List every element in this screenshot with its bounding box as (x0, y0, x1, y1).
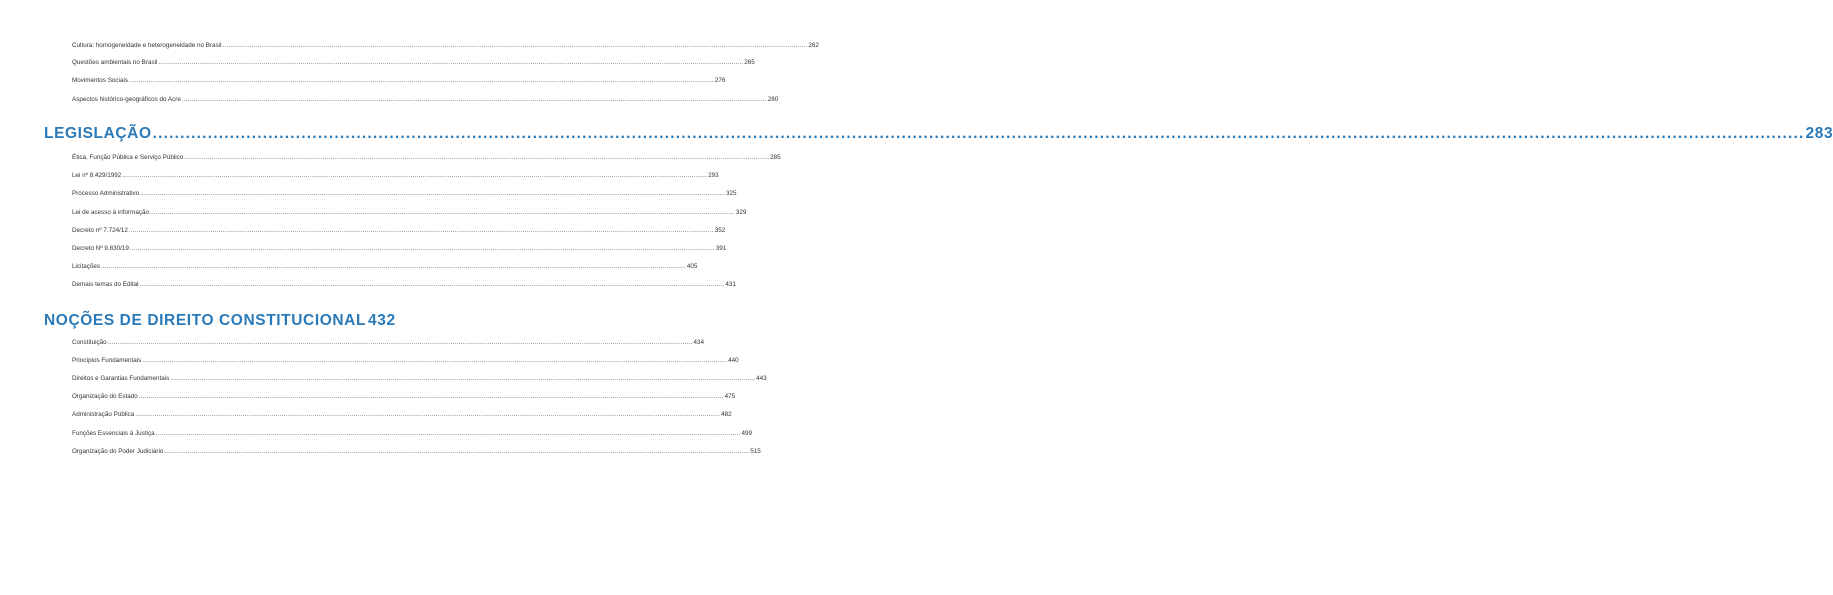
toc-entry-title: Organização do Poder Judiciário (72, 448, 164, 455)
section-heading-title: NOÇÕES DE DIREITO CONSTITUCIONAL (44, 312, 367, 329)
toc-entry[interactable] (72, 410, 732, 419)
toc-entry-title: Funções Essenciais à Justiça (72, 430, 155, 437)
toc-entry[interactable] (72, 244, 727, 253)
toc-entry-title: Decreto nº 7.724/12 (72, 227, 128, 234)
toc-entry-page: 280 (767, 96, 779, 103)
toc-entry-title: Decreto Nº 9.830/19 (72, 245, 129, 252)
dot-leader (156, 429, 741, 438)
toc-entry-page: 293 (708, 172, 719, 179)
dot-leader (158, 58, 743, 67)
toc-entry[interactable] (72, 95, 779, 104)
dot-leader (140, 189, 725, 198)
section-heading-legislacao[interactable] (44, 124, 1833, 144)
toc-entry-page: 405 (686, 263, 698, 270)
toc-entry-title: Questões ambientais no Brasil (72, 59, 158, 66)
dot-leader (101, 262, 686, 271)
toc-entry[interactable] (72, 447, 761, 456)
dot-leader (122, 171, 707, 180)
dot-leader (135, 410, 720, 419)
section-heading-page: 283 (1805, 125, 1833, 142)
dot-leader (140, 280, 725, 289)
toc-entry[interactable] (72, 429, 752, 438)
toc-entry-page: 499 (741, 430, 752, 437)
toc-entry-page: 443 (756, 375, 767, 382)
toc-entry[interactable] (72, 262, 698, 271)
dot-leader (150, 208, 735, 217)
toc-entry-title: Administração Pública (72, 411, 135, 418)
toc-entry-page: 515 (750, 448, 761, 455)
toc-entry-page: 262 (808, 42, 819, 49)
toc-entry[interactable] (72, 208, 747, 217)
toc-entry[interactable] (72, 76, 726, 85)
toc-entry[interactable] (72, 58, 755, 67)
toc-entry-title: Cultura: homogeneidade e heterogeneidade no Brasil (72, 42, 222, 49)
section-heading-title: LEGISLAÇÃO (44, 125, 152, 142)
dot-leader (129, 226, 714, 235)
dot-leader (108, 338, 693, 347)
dot-leader (164, 447, 749, 456)
section-heading-direito-constitucional[interactable] (44, 311, 396, 331)
toc-entry-title: Movimentos Sociais (72, 77, 128, 84)
toc-entry-page: 475 (724, 393, 736, 400)
dot-leader (153, 124, 1805, 144)
toc-entry-page: 329 (735, 209, 747, 216)
toc-entry-page: 325 (726, 190, 737, 197)
toc-entry-page: 391 (715, 245, 727, 252)
toc-entry[interactable] (72, 374, 767, 383)
toc-entry-page: 285 (770, 154, 781, 161)
toc-entry-title: Demais temas do Edital (72, 281, 139, 288)
toc-entry[interactable] (72, 226, 726, 235)
toc-entry[interactable] (72, 356, 739, 365)
dot-leader (139, 392, 724, 401)
toc-entry-page: 276 (714, 77, 726, 84)
toc-entry-title: Direitos e Garantias Fundamentais (72, 375, 170, 382)
toc-entry-title: Aspectos histórico-geográficos do Acre (72, 96, 181, 103)
toc-entry-title: Constituição (72, 339, 107, 346)
toc-entry-page: 265 (744, 59, 755, 66)
toc-entry[interactable] (72, 171, 719, 180)
dot-leader (182, 95, 767, 104)
toc-entry[interactable] (72, 280, 736, 289)
toc-entry[interactable] (72, 392, 736, 401)
toc-entry-title: Lei de acesso à informação (72, 209, 150, 216)
toc-entry[interactable] (72, 153, 781, 162)
toc-entry-page: 440 (728, 357, 739, 364)
dot-leader (170, 374, 755, 383)
toc-entry-page: 352 (714, 227, 726, 234)
toc-entry-title: Ética, Função Pública e Serviço Público (72, 154, 184, 161)
toc-entry-page: 434 (693, 339, 705, 346)
toc-entry[interactable] (72, 338, 705, 347)
dot-leader (222, 41, 807, 50)
toc-entry-page: 431 (725, 281, 736, 288)
toc-entry-title: Princípios Fundamentais (72, 357, 142, 364)
toc-entry-title: Licitações (72, 263, 101, 270)
dot-leader (142, 356, 727, 365)
dot-leader (184, 153, 769, 162)
dot-leader (130, 244, 715, 253)
toc-entry-title: Processo Administrativo (72, 190, 140, 197)
section-heading-page: 432 (368, 312, 396, 329)
toc-entry[interactable] (72, 41, 819, 50)
toc-entry-page: 482 (721, 411, 732, 418)
toc-entry[interactable] (72, 189, 737, 198)
dot-leader (129, 76, 714, 85)
toc-entry-title: Organização do Estado (72, 393, 138, 400)
toc-entry-title: Lei nº 8.429/1992 (72, 172, 122, 179)
